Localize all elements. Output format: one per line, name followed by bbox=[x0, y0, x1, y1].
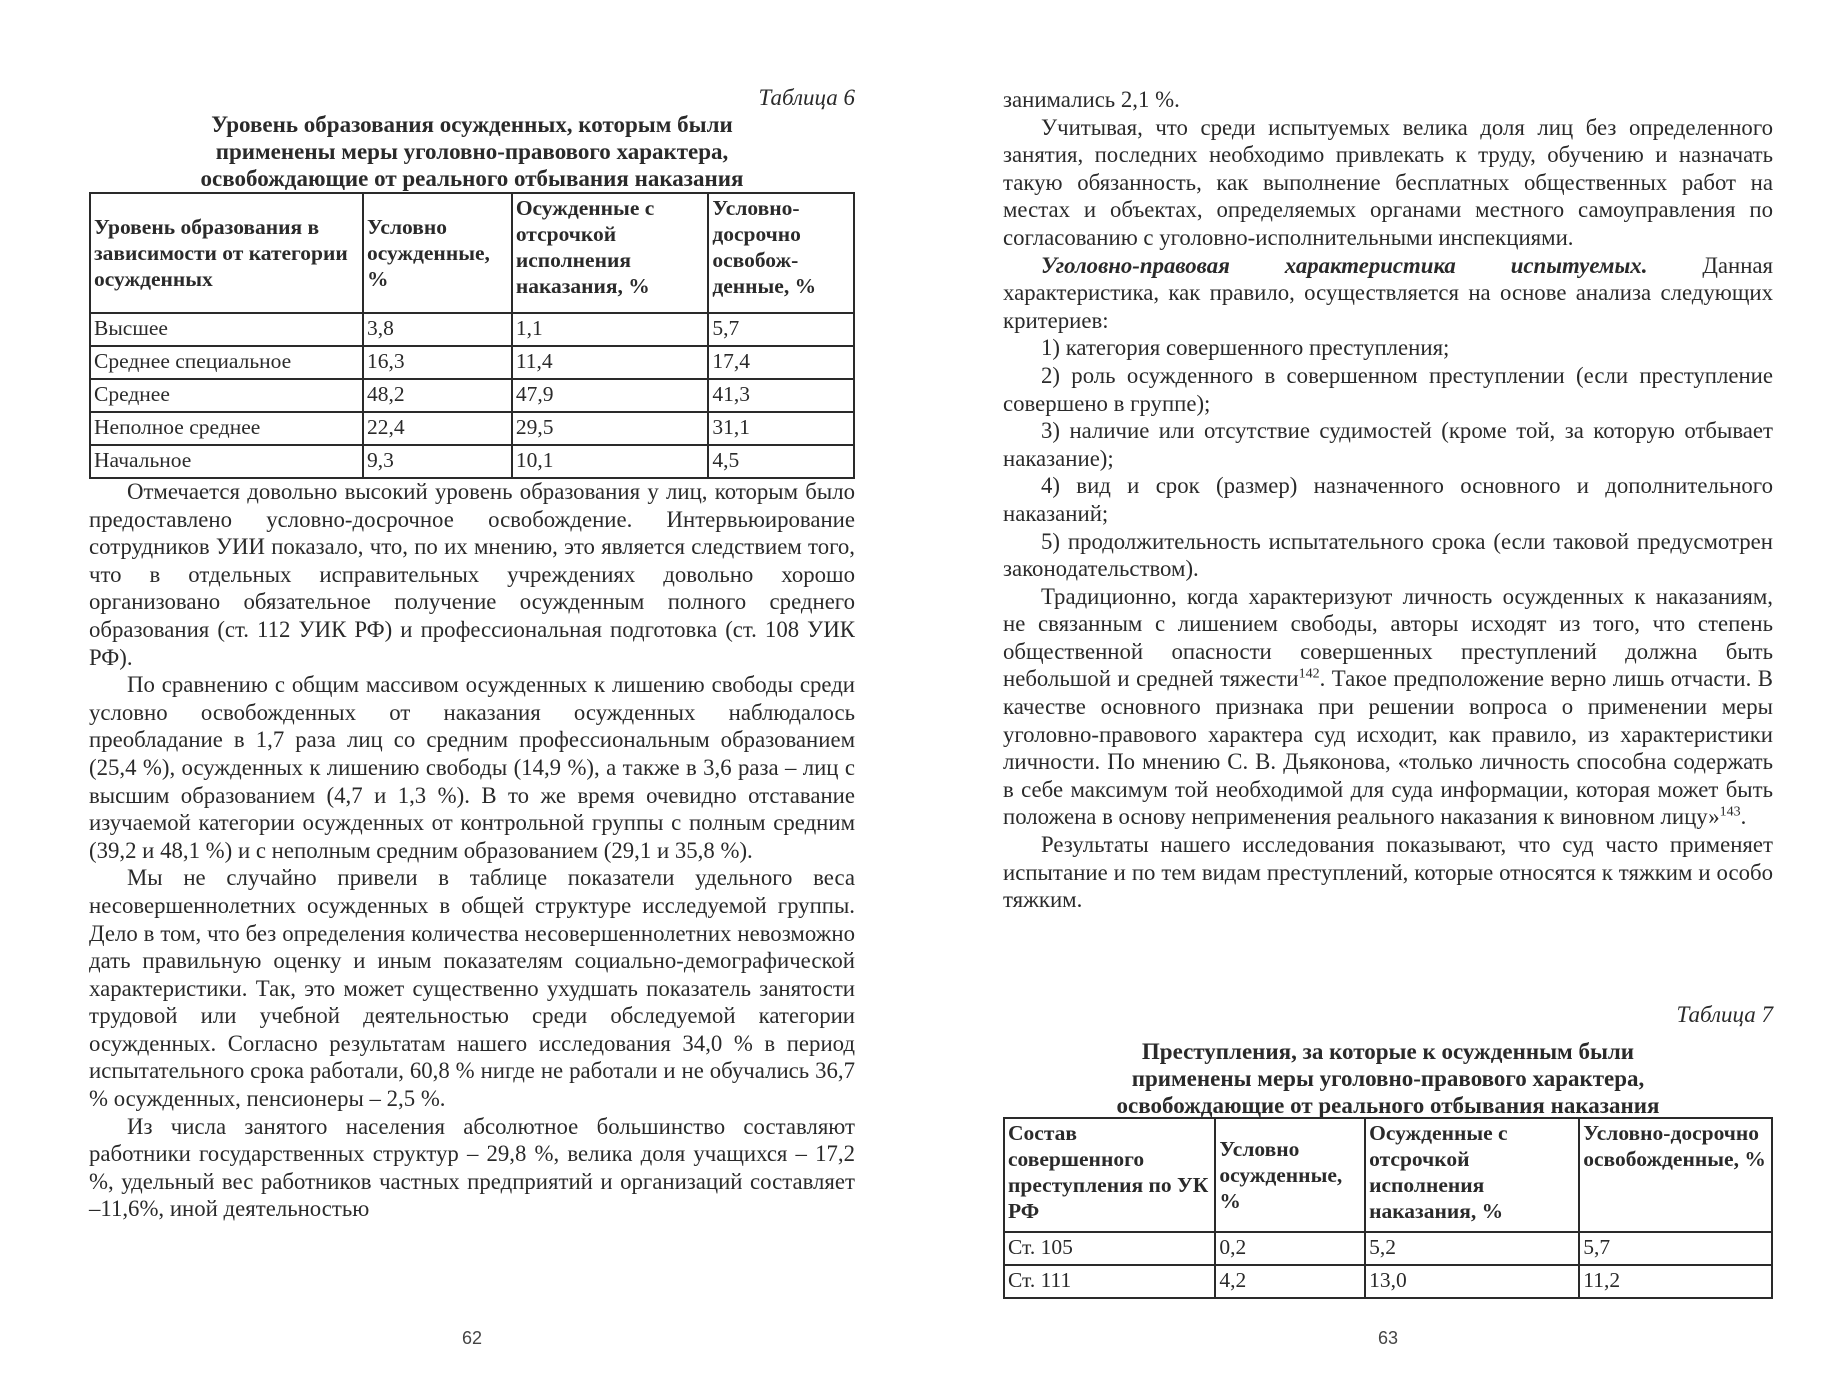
table-cell: 22,4 bbox=[363, 412, 512, 445]
table-row bbox=[90, 346, 854, 379]
table-6-title-line: освобождающие от реального отбывания наказания bbox=[200, 166, 744, 191]
paragraph-text: Традиционно, когда характеризуют личность осужденных к наказаниям, не связанным с лишением свободы, авторы исходят из того, что степень общественной опасности совершенных преступлений должна быть небольшой и средней тяжести bbox=[1003, 583, 1773, 692]
table-cell: 16,3 bbox=[363, 346, 512, 379]
table-cell: Ст. 111 bbox=[1004, 1265, 1215, 1298]
table-header-cell: Условно осужденные, % bbox=[363, 193, 512, 313]
page-number: 63 bbox=[1377, 1328, 1399, 1348]
table-6-label: Таблица 6 bbox=[758, 85, 855, 110]
paragraph-text: . bbox=[1740, 804, 1747, 830]
table-cell: 5,2 bbox=[1365, 1232, 1579, 1265]
table-cell: Среднее специальное bbox=[90, 346, 363, 379]
table-6-title-line: Уровень образования осужденных, которым были bbox=[211, 112, 733, 137]
table-cell: 11,4 bbox=[512, 346, 709, 379]
table-cell: 17,4 bbox=[708, 346, 854, 379]
criteria-item: 2) роль осужденного в совершенном преступлении (если преступление совершено в группе); bbox=[1003, 362, 1773, 416]
table-6-block bbox=[89, 84, 855, 192]
table-header-cell: Условно-досрочно освобож-денные, % bbox=[708, 193, 854, 313]
left-body-text bbox=[89, 478, 855, 1223]
table-cell: 13,0 bbox=[1365, 1265, 1579, 1298]
paragraph: Отмечается довольно высокий уровень образования у лиц, которым было предоставлено условно-досрочное освобождение. Интервьюирование сотрудников УИИ показало, что, по их мнению, это является следствием того, что в отдельных исправительных учреждениях довольно хорошо организовано обязательное получение осужденным полного среднего образования (ст. 112 УИК РФ) и профессиональная подготовка (ст. 108 УИК РФ). bbox=[89, 479, 855, 670]
table-cell: Начальное bbox=[90, 445, 363, 478]
table-cell: 10,1 bbox=[512, 445, 709, 478]
table-7-title-line: применены меры уголовно-правового характера, bbox=[1131, 1066, 1645, 1091]
table-row bbox=[1004, 1265, 1772, 1298]
table-header-row bbox=[1004, 1118, 1772, 1232]
table-cell: 31,1 bbox=[708, 412, 854, 445]
table-cell: 0,2 bbox=[1215, 1232, 1365, 1265]
table-7-block bbox=[1003, 1001, 1773, 1119]
table-cell: 9,3 bbox=[363, 445, 512, 478]
table-cell: 47,9 bbox=[512, 379, 709, 412]
table-cell: 4,2 bbox=[1215, 1265, 1365, 1298]
table-header-cell: Осужденные с отсрочкой исполнения наказания, % bbox=[1365, 1118, 1579, 1232]
table-7-title-line: Преступления, за которые к осужденным были bbox=[1141, 1039, 1635, 1064]
paragraph: Результаты нашего исследования показывают, что суд часто применяет испытание и по тем видам преступлений, которые относятся к тяжким и особо тяжким. bbox=[1003, 832, 1773, 913]
table-cell: 41,3 bbox=[708, 379, 854, 412]
table-7-label: Таблица 7 bbox=[1676, 1002, 1773, 1027]
criteria-item: 5) продолжительность испытательного срока (если таковой предусмотрен законодательством). bbox=[1003, 528, 1773, 582]
criteria-item: 4) вид и срок (размер) назначенного основного и дополнительного наказаний; bbox=[1003, 473, 1773, 526]
table-cell: Среднее bbox=[90, 379, 363, 412]
table-row bbox=[90, 412, 854, 445]
table-header-cell: Условно осужденные, % bbox=[1215, 1118, 1365, 1232]
table-row bbox=[90, 379, 854, 412]
paragraph: Учитывая, что среди испытуемых велика доля лиц без определенного занятия, последних необходимо привлекать к труду, обучению и назначать такую обязанность, как выполнение бесплатных общественных работ на местах и объектах, определяемых органами местного самоуправления по согласованию с уголовно-исполнительными инспекциями. bbox=[1003, 114, 1773, 250]
paragraph-text: Данная характеристика, как правило, осуществляется на основе анализа следующих критериев: bbox=[1003, 252, 1773, 333]
paragraph bbox=[1003, 583, 1773, 831]
right-body-text bbox=[1003, 86, 1773, 914]
table-row bbox=[1004, 1232, 1772, 1265]
table-7-title-line: освобождающие от реального отбывания наказания bbox=[1116, 1093, 1660, 1118]
table-cell: 5,7 bbox=[1579, 1232, 1772, 1265]
table-cell: 1,1 bbox=[512, 313, 709, 346]
table-cell: Неполное среднее bbox=[90, 412, 363, 445]
table-6 bbox=[89, 192, 855, 479]
criteria-item: 3) наличие или отсутствие судимостей (кроме той, за которую отбывает наказание); bbox=[1003, 418, 1773, 471]
page-number: 62 bbox=[461, 1328, 483, 1348]
paragraph: Из числа занятого населения абсолютное большинство составляют работники государственных структур – 29,8 %, велика доля учащихся – 17,2 %, удельный вес работников частных предприятий и организаций составляет –11,6%, иной деятельностью bbox=[89, 1113, 855, 1222]
table-header-cell: Условно-досрочно освобожденные, % bbox=[1579, 1118, 1772, 1232]
table-cell: 29,5 bbox=[512, 412, 709, 445]
footnote-ref[interactable]: 142 bbox=[1298, 666, 1320, 682]
table-6-title-line: применены меры уголовно-правового характера, bbox=[215, 139, 729, 164]
table-cell: Ст. 105 bbox=[1004, 1232, 1215, 1265]
criteria-item: 1) категория совершенного преступления; bbox=[1041, 335, 1450, 361]
section-heading: Уголовно-правовая характеристика испытуемых. bbox=[1041, 252, 1648, 278]
table-cell: 5,7 bbox=[708, 313, 854, 346]
table-header-cell: Состав совершенного преступления по УК РФ bbox=[1004, 1118, 1215, 1232]
table-cell: Высшее bbox=[90, 313, 363, 346]
paragraph bbox=[1003, 252, 1773, 335]
table-header-row bbox=[90, 193, 854, 313]
table-cell: 11,2 bbox=[1579, 1265, 1772, 1298]
left-page bbox=[89, 0, 855, 1376]
right-page bbox=[1003, 0, 1773, 1376]
table-cell: 4,5 bbox=[708, 445, 854, 478]
paragraph: По сравнению с общим массивом осужденных к лишению свободы среди условно освобожденных от наказания осужденных наблюдалось преобладание в 1,7 раза лиц со средним профессиональным образованием (25,4 %), осужденных к лишению свободы (14,9 %), а также в 3,6 раза – лиц с высшим образованием (4,7 и 1,3 %). В то же время очевидно отставание изучаемой категории осужденных от контрольной группы с полным средним (39,2 и 48,1 %) и с неполным средним образованием (29,1 и 35,8 %). bbox=[89, 672, 855, 863]
paragraph-continuation: занимались 2,1 %. bbox=[1003, 87, 1180, 112]
table-row bbox=[90, 445, 854, 478]
paragraph-text: . Такое предположение верно лишь отчасти. В качестве основного признака при решении вопроса о применении меры уголовно-правового характера суд исходит, как правило, из характеристики личности. По мнению С. В. Дьяконова, «только личность способна содержать в себе максимум той необходимой для суда информации, которая может быть положена в основу неприменения реального наказания к виновном лицу» bbox=[1003, 666, 1773, 830]
table-header-cell: Осужденные с отсрочкой исполнения наказания, % bbox=[512, 193, 709, 313]
table-cell: 48,2 bbox=[363, 379, 512, 412]
table-7 bbox=[1003, 1117, 1773, 1299]
paragraph: Мы не случайно привели в таблице показатели удельного веса несовершеннолетних осужденных в общей структуре исследуемой группы. Дело в том, что без определения количества несовершеннолетних невозможно дать правильную оценку и иным показателям социально-демографической характеристики. Так, это может существенно ухудшать показатель занятости трудовой или учебной деятельностью среди обследуемой категории осужденных. Согласно результатам нашего исследования 34,0 % в период испытательного срока работали, 60,8 % нигде не работали и не обучались 36,7 % осужденных, пенсионеры – 2,5 %. bbox=[89, 865, 855, 1112]
footnote-ref[interactable]: 143 bbox=[1719, 804, 1741, 820]
table-cell: 3,8 bbox=[363, 313, 512, 346]
table-row bbox=[90, 313, 854, 346]
table-header-cell: Уровень образования в зависимости от категории осужденных bbox=[90, 193, 363, 313]
